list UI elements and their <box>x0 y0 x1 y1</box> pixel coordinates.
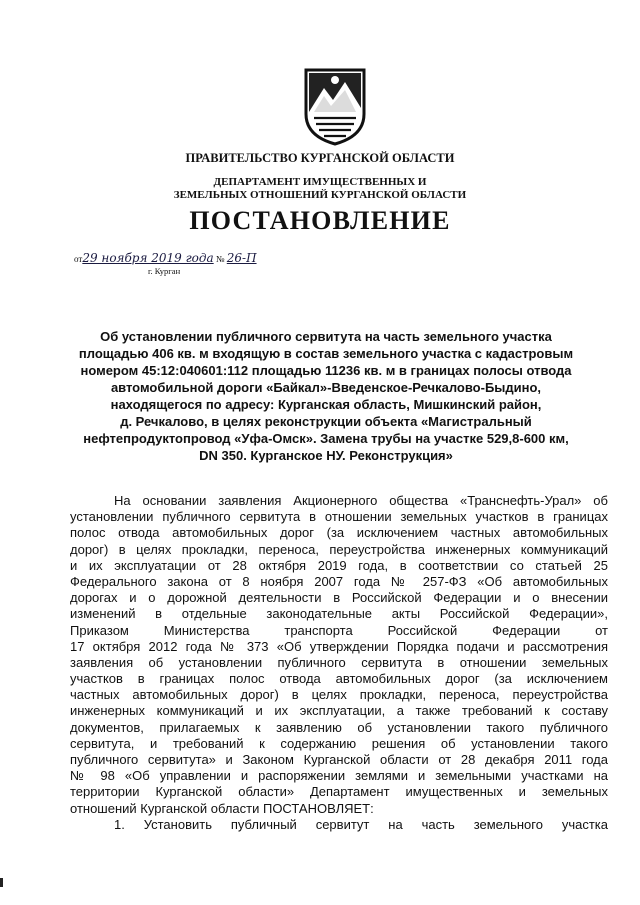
document-type-heading: ПОСТАНОВЛЕНИЕ <box>189 206 451 235</box>
body-line: 17 октября 2012 года № 373 «Об утверждении Порядка подачи и рассмотрения <box>70 638 608 654</box>
title-line: д. Речкалово, в целях реконструкции объекта «Магистральный <box>120 414 532 429</box>
decree-title <box>70 328 582 464</box>
body-line: изменений в отдельные законодательные акты Российской Федерации», <box>70 606 608 622</box>
body-line: полос отвода автомобильных дорог (за исключением частных автомобильных <box>70 525 608 541</box>
body-line: 1. Установить публичный сервитут на часть земельного участка <box>114 816 608 832</box>
body-line: На основании заявления Акционерного общества «Транснефть-Урал» об <box>114 493 608 508</box>
handwritten-number: 26-П <box>226 251 257 265</box>
body-line: дорогах и о дорожной деятельности в Российской Федерации и о внесении <box>70 590 608 606</box>
decree-body <box>70 493 608 833</box>
date-from-label: от <box>74 254 83 264</box>
body-line: Федерального закона от 8 ноября 2007 года № 257-ФЗ «Об автомобильных <box>70 573 608 589</box>
body-line: заявления об установлении публичного сервитута в отношении земельных <box>70 654 608 670</box>
department-line-1: ДЕПАРТАМЕНТ ИМУЩЕСТВЕННЫХ И <box>213 176 427 188</box>
body-line: территории Курганской области» Департамент имущественных и земельных <box>70 784 608 800</box>
body-line: установлении публичного сервитута в отношении земельных участков в границах <box>70 509 608 525</box>
body-line: Приказом Министерства транспорта Российской Федерации от <box>70 622 608 638</box>
handwritten-date: 29 ноября 2019 года <box>82 251 214 265</box>
title-line: находящегося по адресу: Курганская область, Мишкинский район, <box>110 397 542 412</box>
body-line: участков в границах полос отвода автомобильных дорог (за исключением <box>70 671 608 687</box>
title-line: автомобильной дороги «Байкал»-Введенское-Речкалово-Быдино, <box>110 380 542 395</box>
body-line: № 98 «Об управлении и распоряжении землями и земельными участками на <box>70 768 608 784</box>
body-line: инженерных коммуникаций и их эксплуатации, а также требований к составу <box>70 703 608 719</box>
government-name: ПРАВИТЕЛЬСТВО КУРГАНСКОЙ ОБЛАСТИ <box>185 151 455 165</box>
body-line: сервитута, и требований к содержанию решения об установлении такого <box>70 735 608 751</box>
title-line: DN 350. Курганское НУ. Реконструкция» <box>199 448 453 463</box>
title-line: Об установлении публичного сервитута на часть земельного участка <box>100 329 552 344</box>
title-line: номером 45:12:040601:112 площадью 11236 кв. м в границах полосы отвода <box>80 363 572 378</box>
scan-edge-mark <box>0 878 3 887</box>
body-line: и их эксплуатации от 28 октября 2019 года, в соответствии со статьей 25 <box>70 557 608 573</box>
body-line: частных автомобильных дорог) в целях прокладки, переноса, переустройства <box>70 687 608 703</box>
coat-of-arms-emblem <box>300 66 370 146</box>
body-line: отношений Курганской области ПОСТАНОВЛЯЕТ: <box>70 800 374 816</box>
body-line: документов, прилагаемых к заявлению об установлении такого публичного <box>70 719 608 735</box>
number-label: № <box>215 254 225 264</box>
title-line: площадью 406 кв. м входящую в состав земельного участка с кадастровым <box>78 346 574 361</box>
department-name <box>0 176 640 202</box>
body-line: публичного сервитута» и Законом Курганской области от 28 декабря 2011 года <box>70 752 608 767</box>
title-line: нефтепродуктопровод «Уфа-Омск». Замена трубы на участке 529,8-600 км, <box>83 431 569 446</box>
city-label: г. Курган <box>148 266 181 276</box>
body-line: дорог) в целях прокладки, переноса, переустройства инженерных коммуникаций <box>70 541 608 557</box>
date-number-line <box>74 251 257 265</box>
department-line-2: ЗЕМЕЛЬНЫХ ОТНОШЕНИЙ КУРГАНСКОЙ ОБЛАСТИ <box>173 189 467 201</box>
